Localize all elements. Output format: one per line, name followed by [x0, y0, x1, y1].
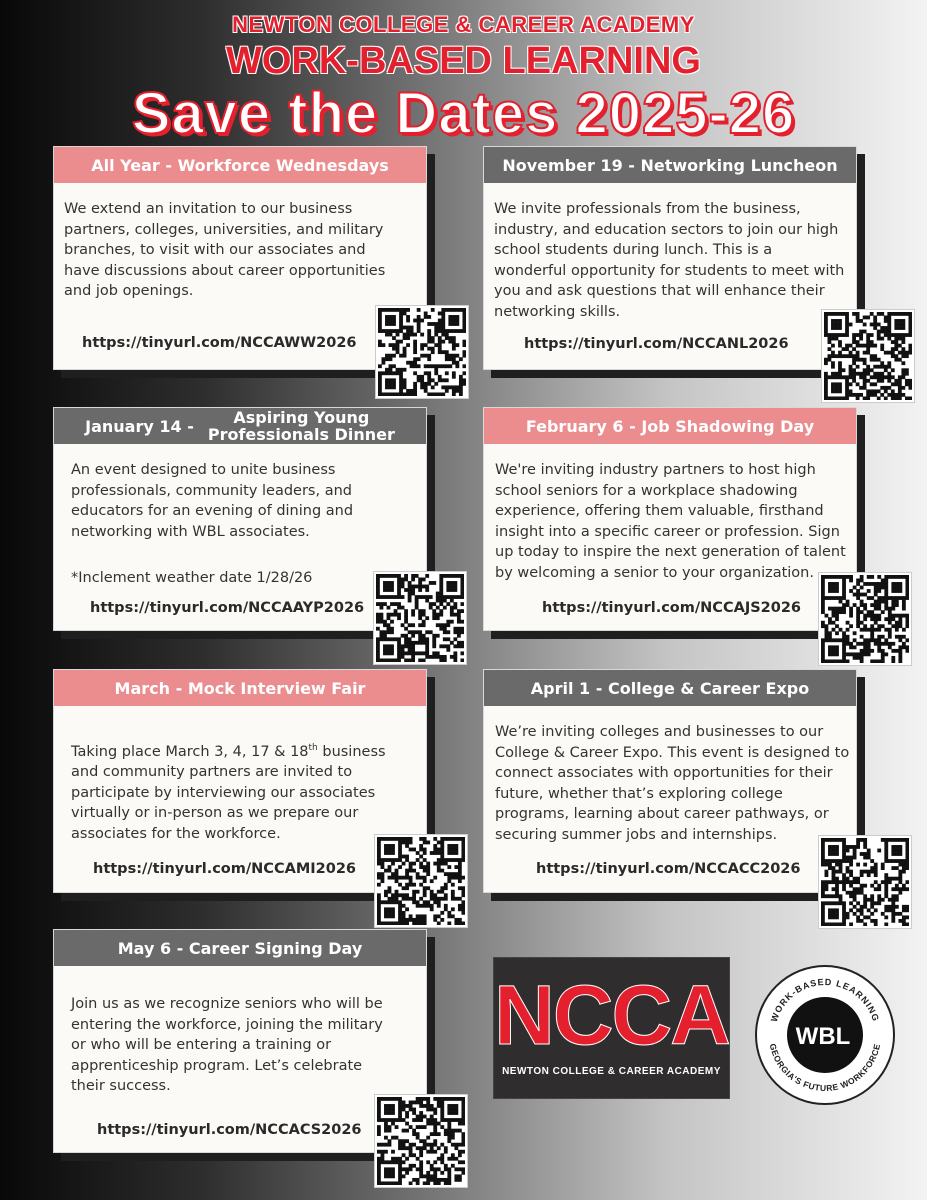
event-title: November 19 - Networking Luncheon — [484, 147, 856, 183]
event-card-mock-interview — [53, 669, 427, 893]
wbl-seal — [755, 965, 895, 1105]
event-card-job-shadowing — [483, 407, 857, 631]
event-title: February 6 - Job Shadowing Day — [484, 408, 856, 444]
event-title: April 1 - College & Career Expo — [484, 670, 856, 706]
qr-code[interactable] — [374, 572, 466, 664]
event-card-networking-luncheon — [483, 146, 857, 370]
event-title-name-line1: Aspiring Young — [233, 408, 370, 427]
event-description: We’re inviting colleges and businesses to our College & Career Expo. This event is designed to connect associates with opportunities for their future, whether that’s exploring college programs, learning about career pathways, or securing summer jobs and internships. — [495, 724, 850, 843]
event-title: All Year - Workforce Wednesdays — [54, 147, 426, 183]
event-link[interactable]: https://tinyurl.com/NCCACC2026 — [536, 861, 801, 877]
qr-code[interactable] — [375, 1095, 467, 1187]
qr-code[interactable] — [376, 306, 468, 398]
event-description-sup: th — [308, 743, 318, 753]
event-title — [54, 408, 426, 444]
wbl-ring-bottom: GEORGIA'S FUTURE WORKFORCE — [767, 1042, 883, 1094]
ncca-logo — [494, 958, 729, 1098]
wbl-center-text: WBL — [795, 1023, 851, 1050]
event-link[interactable]: https://tinyurl.com/NCCAAYP2026 — [90, 600, 365, 616]
event-description: We invite professionals from the business, industry, and education sectors to join our high school students during lunch. This is a wonderful opportunity for students to meet with you and ask questions that will enhance their networking skills. — [494, 201, 845, 320]
qr-code[interactable] — [819, 573, 911, 665]
page-title: Save the Dates 2025-26 — [131, 81, 796, 146]
event-description: We extend an invitation to our business partners, colleges, universities, and military branches, to visit with our associates and have discussions about career opportunities and job openings. — [64, 201, 386, 299]
school-name: NEWTON COLLEGE & CAREER ACADEMY — [232, 12, 695, 37]
event-card-career-signing-day — [53, 929, 427, 1153]
event-description-post: business and community partners are invited to participate by interviewing our associates virtually or in-person as we prepare our associates for the workforce. — [71, 743, 386, 842]
event-link[interactable]: https://tinyurl.com/NCCAJS2026 — [542, 600, 802, 616]
event-card-college-career-expo — [483, 669, 857, 893]
event-link[interactable]: https://tinyurl.com/NCCAWW2026 — [82, 335, 357, 351]
event-link[interactable]: https://tinyurl.com/NCCACS2026 — [97, 1122, 362, 1138]
event-title: May 6 - Career Signing Day — [54, 930, 426, 966]
qr-code[interactable] — [822, 310, 914, 402]
event-link[interactable]: https://tinyurl.com/NCCANL2026 — [524, 336, 789, 352]
event-link[interactable]: https://tinyurl.com/NCCAMI2026 — [93, 861, 356, 877]
event-description — [71, 738, 411, 844]
qr-code[interactable] — [819, 836, 911, 928]
ncca-logo-subtitle: NEWTON COLLEGE & CAREER ACADEMY — [502, 1066, 721, 1077]
event-description: Join us as we recognize seniors who will be entering the workforce, joining the military or who will be entering a training or apprenticeship program. Let’s celebrate their success. — [71, 996, 383, 1094]
event-description-pre: Taking place March 3, 4, 17 & 18 — [71, 743, 309, 760]
event-note: *Inclement weather date 1/28/26 — [71, 570, 313, 586]
event-card-workforce-wednesdays — [53, 146, 427, 370]
wbl-ring-top: WORK-BASED LEARNING — [768, 976, 882, 1024]
event-title-name — [208, 409, 395, 443]
event-title: March - Mock Interview Fair — [54, 670, 426, 706]
program-title: WORK-BASED LEARNING — [226, 40, 701, 82]
event-description: An event designed to unite business professionals, community leaders, and educators for an evening of dining and networking with WBL associates. — [71, 462, 354, 540]
event-card-aspiring-young-professionals — [53, 407, 427, 631]
event-title-date: January 14 - — [85, 416, 194, 436]
ncca-logo-text: NCCA — [494, 968, 729, 1062]
event-title-name-line2: Professionals Dinner — [207, 425, 395, 444]
qr-code[interactable] — [375, 835, 467, 927]
event-description: We're inviting industry partners to host high school seniors for a workplace shadowing experience, offering them valuable, firsthand insight into a specific career or profession. Sign up today to inspire the next generation of talent by welcoming a senior to your organization. — [495, 462, 846, 581]
